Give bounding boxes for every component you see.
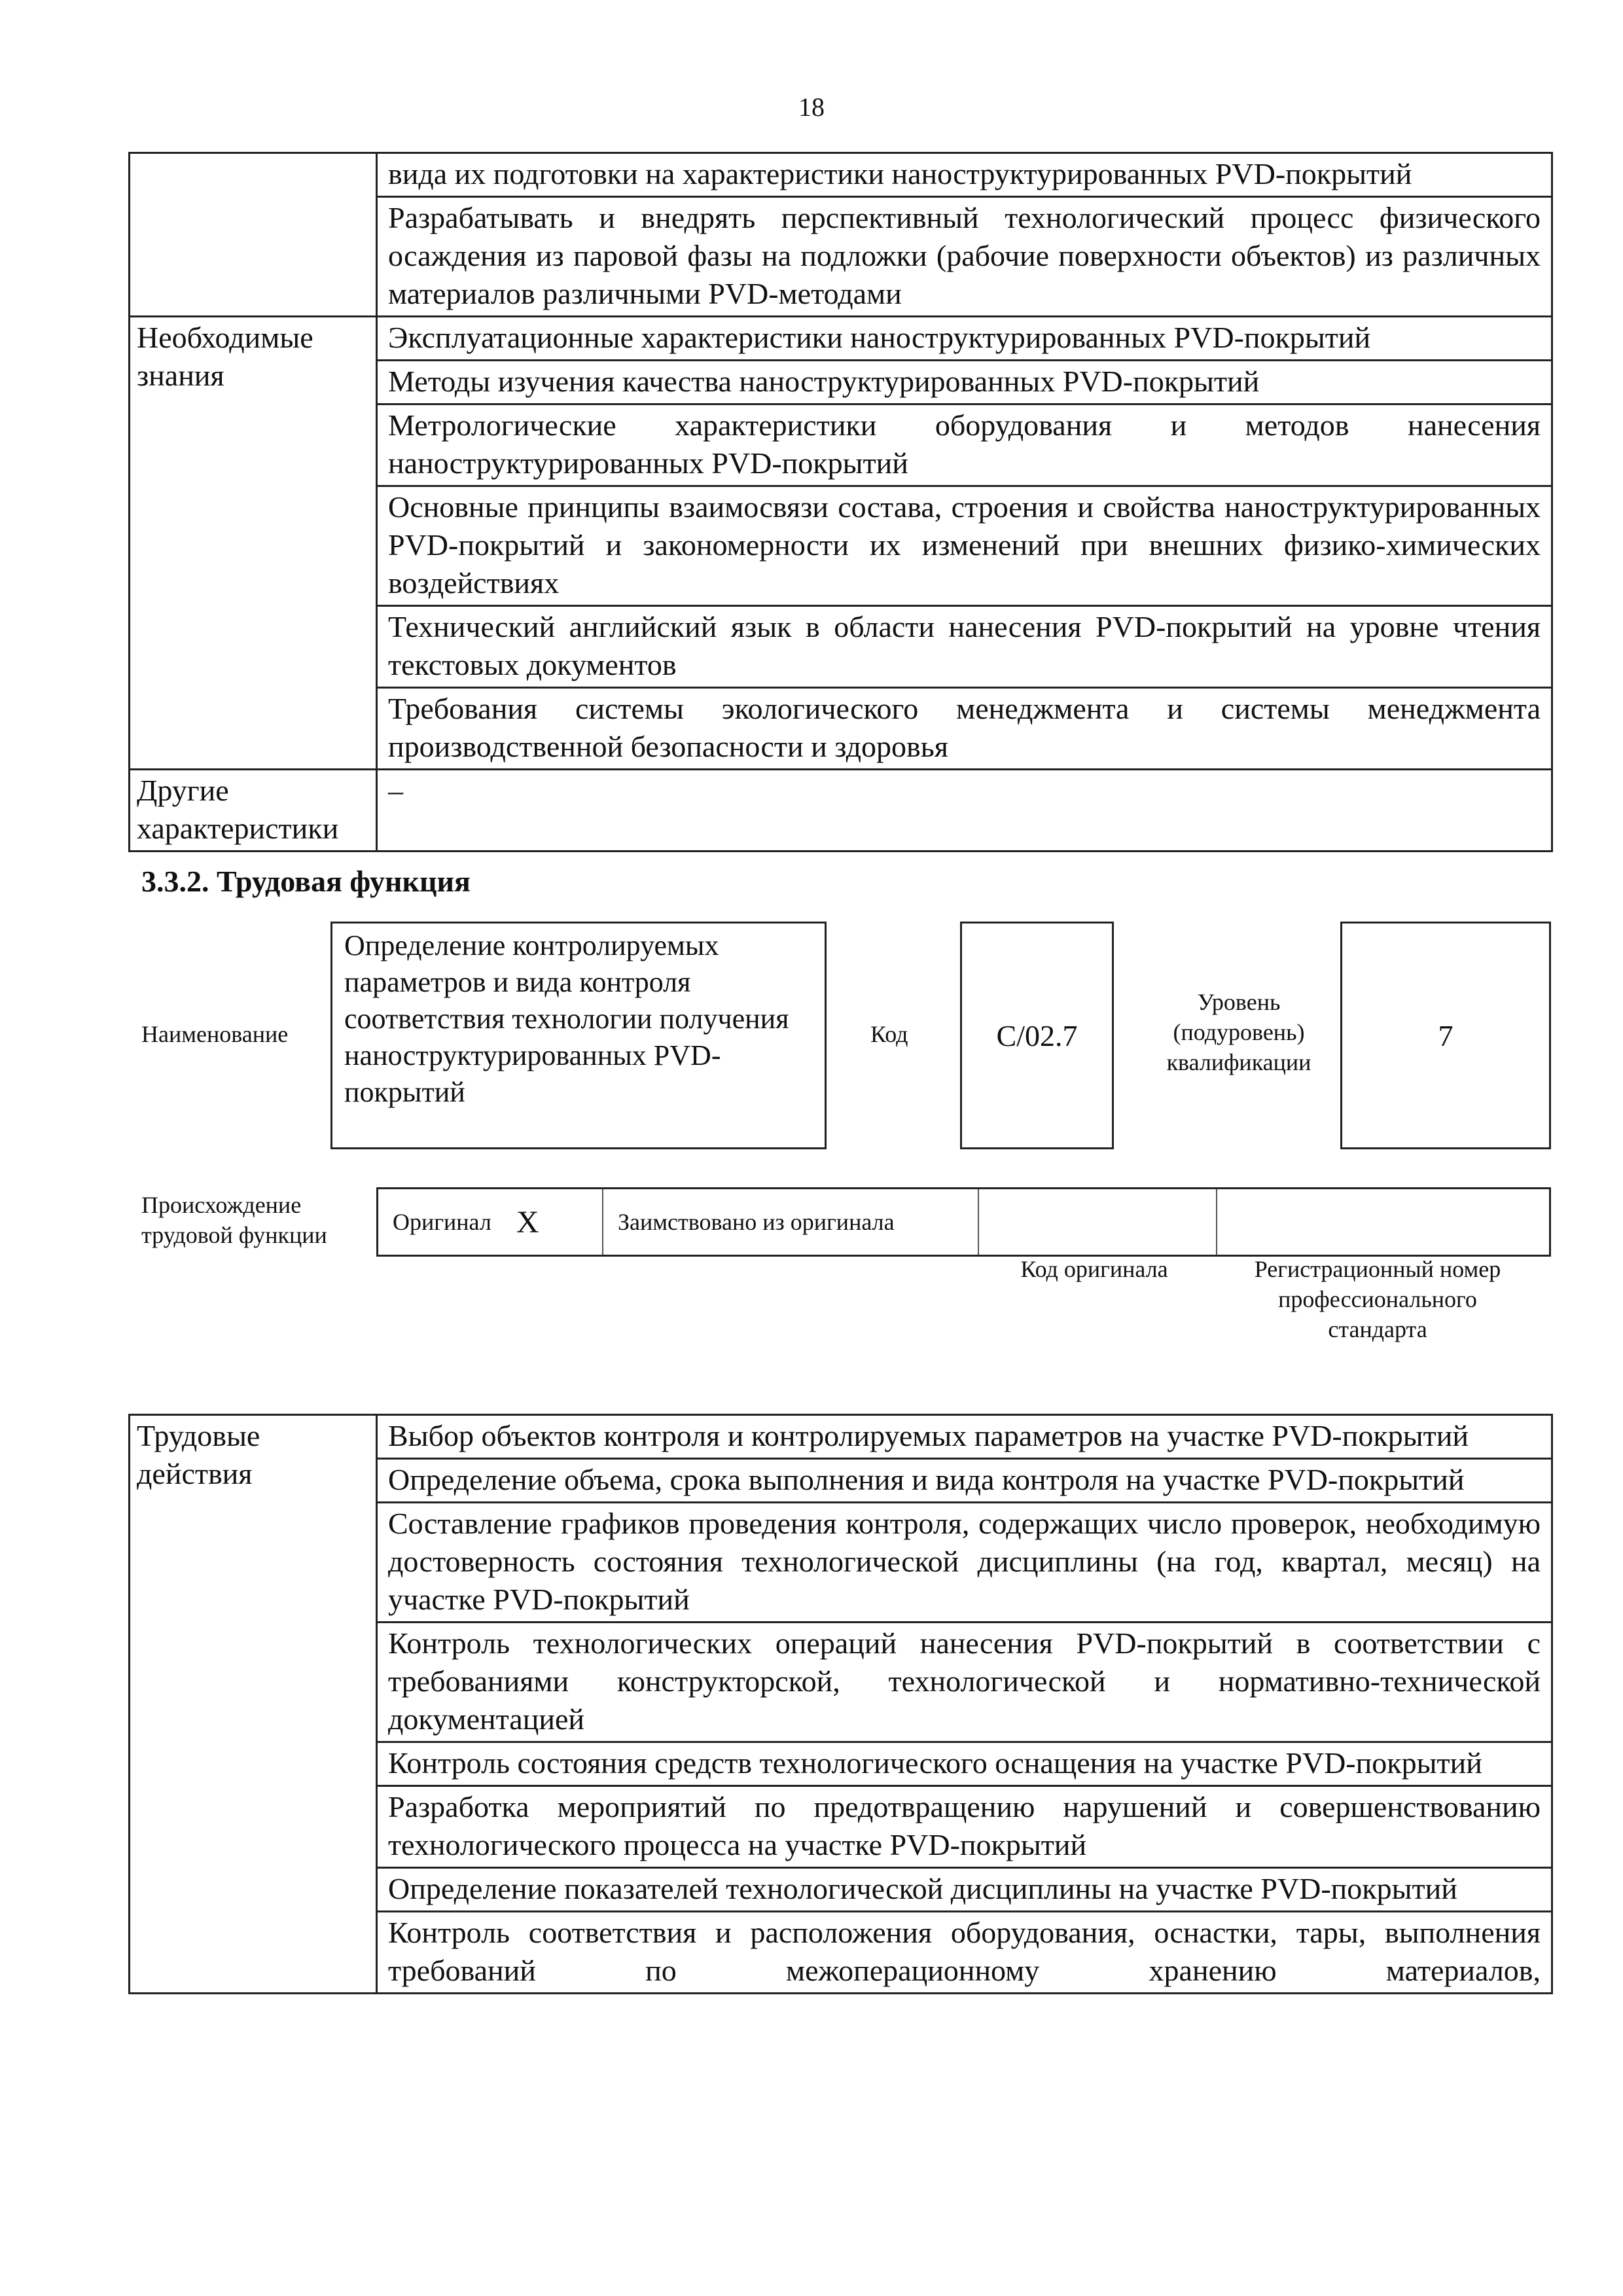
origin-row xyxy=(376,1187,1551,1257)
function-code-box xyxy=(960,922,1114,1149)
table-cell: Определение показателей технологической дисциплины на участке PVD-покрытий xyxy=(377,1868,1552,1912)
table-cell: Составление графиков проведения контроля, содержащих число проверок, необходимую достоверность состояния технологической дисциплины (на год, квартал, месяц) на участке PVD-покрытий xyxy=(377,1503,1552,1623)
table-row xyxy=(130,317,1552,361)
knowledge-table xyxy=(128,152,1553,852)
table-row xyxy=(130,153,1552,197)
table-cell: Методы изучения качества наноструктурированных PVD-покрытий xyxy=(377,361,1552,404)
row-label-other-characteristics: Другие характеристики xyxy=(130,770,377,852)
function-code-value: C/02.7 xyxy=(996,1018,1078,1052)
level-label: Уровень (подуровень) квалификации xyxy=(1166,989,1311,1075)
table-cell: Выбор объектов контроля и контролируемых параметров на участке PVD-покрытий xyxy=(377,1415,1552,1459)
function-name-box: Определение контролируемых параметров и вида контроля соответствия технологии получения наноструктурированных PVD-покрытий xyxy=(330,922,827,1149)
row-label-required-knowledge: Необходимые знания xyxy=(130,317,377,770)
row-label xyxy=(130,153,377,317)
origin-label: Происхождение трудовой функции xyxy=(141,1192,327,1248)
original-label: Оригинал xyxy=(393,1209,491,1235)
table-cell: вида их подготовки на характеристики наноструктурированных PVD-покрытий xyxy=(377,153,1552,197)
table-cell: Разрабатывать и внедрять перспективный технологический процесс физического осаждения из паровой фазы на подложки (рабочие поверхности объектов) из различных материалов различными PVD-методами xyxy=(377,197,1552,317)
labour-actions-table xyxy=(128,1414,1553,1994)
table-cell: – xyxy=(377,770,1552,852)
origin-original-cell xyxy=(378,1189,602,1255)
borrowed-label: Заимствовано из оригинала xyxy=(618,1209,895,1235)
table-row xyxy=(130,1415,1552,1459)
table-cell: Разработка мероприятий по предотвращению нарушений и совершенствованию технологического процесса на участке PVD-покрытий xyxy=(377,1786,1552,1868)
table-cell: Контроль состояния средств технологического оснащения на участке PVD-покрытий xyxy=(377,1742,1552,1786)
name-label: Наименование xyxy=(141,1021,289,1047)
origin-reg-cell xyxy=(1216,1189,1549,1255)
table-cell: Определение объема, срока выполнения и вида контроля на участке PVD-покрытий xyxy=(377,1459,1552,1503)
table-cell: Основные принципы взаимосвязи состава, строения и свойства наноструктурированных PVD-покрытий и закономерности их изменений при внешних физико-химических воздействиях xyxy=(377,486,1552,606)
origin-code-cell xyxy=(978,1189,1216,1255)
reg-caption: Регистрационный номер профессионального стандарта xyxy=(1254,1256,1501,1342)
section-heading: 3.3.2. Трудовая функция xyxy=(141,865,471,898)
table-cell: Требования системы экологического менеджмента и системы менеджмента производственной безопасности и здоровья xyxy=(377,688,1552,770)
table-row xyxy=(130,770,1552,852)
table-cell: Технический английский язык в области нанесения PVD-покрытий на уровне чтения текстовых документов xyxy=(377,606,1552,688)
page-number: 18 xyxy=(798,92,825,122)
table-cell: Контроль технологических операций нанесения PVD-покрытий в соответствии с требованиями конструкторской, технологической и нормативно-технической документацией xyxy=(377,1623,1552,1742)
table-cell: Эксплуатационные характеристики наноструктурированных PVD-покрытий xyxy=(377,317,1552,361)
row-label-labour-actions: Трудовые действия xyxy=(130,1415,377,1994)
qualification-level-box xyxy=(1340,922,1551,1149)
origin-borrowed-cell xyxy=(602,1189,978,1255)
table-cell: Метрологические характеристики оборудования и методов нанесения наноструктурированных PVD-покрытий xyxy=(377,404,1552,486)
code-caption: Код оригинала xyxy=(1020,1256,1168,1282)
table-cell: Контроль соответствия и расположения оборудования, оснастки, тары, выполнения требований по межоперационному хранению материалов, xyxy=(377,1912,1552,1994)
original-mark: X xyxy=(516,1204,539,1240)
code-label: Код xyxy=(870,1021,908,1047)
qualification-level-value: 7 xyxy=(1438,1018,1454,1052)
